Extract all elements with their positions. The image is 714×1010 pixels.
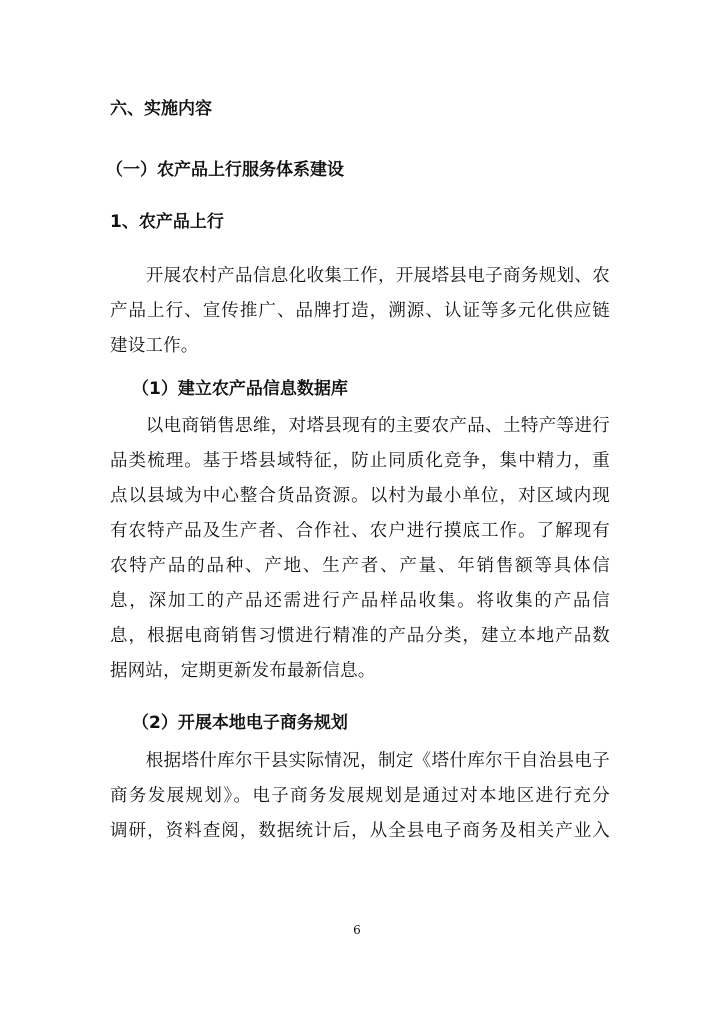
subheading-database: （1）建立农产品信息数据库 — [132, 379, 348, 399]
paragraph-line: 根据塔什库尔干县实际情况，制定《塔什库尔干自治县电子 — [110, 751, 610, 771]
paragraph-line: 点以县域为中心整合货品资源。以村为最小单位，对区域内现 — [110, 486, 610, 506]
paragraph-line: 商务发展规划》。电子商务发展规划是通过对本地区进行充分 — [110, 786, 610, 806]
section-title: 六、实施内容 — [110, 99, 212, 119]
paragraph-line: 产品上行、宣传推广、品牌打造，溯源、认证等多元化供应链 — [110, 301, 610, 321]
paragraph-database — [110, 409, 610, 689]
paragraph-line: 品类梳理。基于塔县域特征，防止同质化竞争，集中精力，重 — [110, 451, 610, 471]
subheading-ecommerce-planning: （2）开展本地电子商务规划 — [132, 713, 348, 733]
paragraph-line: 调研，资料查阅，数据统计后，从全县电子商务及相关产业入 — [110, 821, 610, 841]
paragraph-intro — [110, 259, 610, 364]
paragraph-ecommerce-planning — [110, 744, 610, 849]
paragraph-line: 建设工作。 — [110, 336, 199, 356]
paragraph-line: 开展农村产品信息化收集工作，开展塔县电子商务规划、农 — [110, 266, 610, 286]
page-number: 6 — [353, 923, 361, 937]
subsection-title: （一）农产品上行服务体系建设 — [106, 160, 344, 180]
paragraph-line: 以电商销售思维，对塔县现有的主要农产品、土特产等进行 — [110, 416, 610, 436]
paragraph-line: 息，深加工的产品还需进行产品样品收集。将收集的产品信 — [110, 591, 610, 611]
paragraph-line: 农特产品的品种、产地、生产者、产量、年销售额等具体信 — [110, 556, 610, 576]
paragraph-line: 据网站，定期更新发布最新信息。 — [110, 661, 376, 681]
heading-agricultural-products-upstream: 1、农产品上行 — [110, 212, 224, 232]
paragraph-line: 息，根据电商销售习惯进行精准的产品分类，建立本地产品数 — [110, 626, 610, 646]
paragraph-line: 有农特产品及生产者、合作社、农户进行摸底工作。了解现有 — [110, 521, 610, 541]
